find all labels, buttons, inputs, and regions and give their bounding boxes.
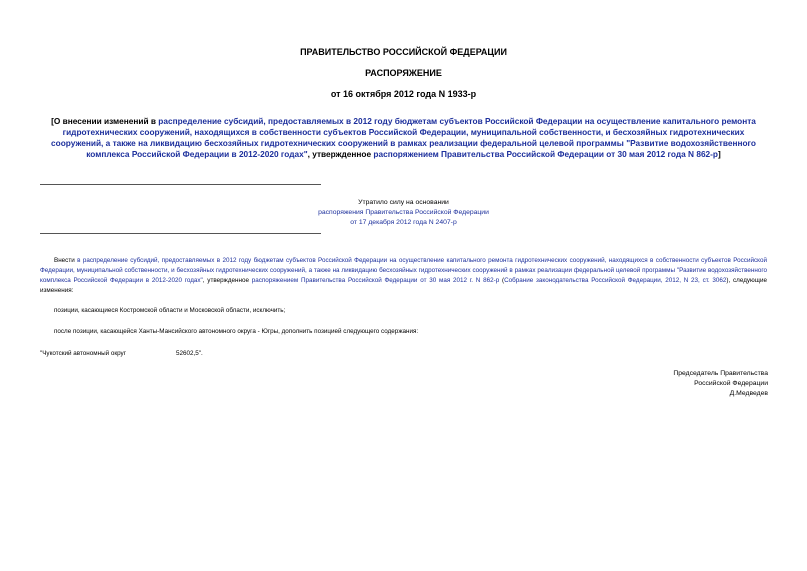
lost-force-line1: Утратило силу на основании [358,199,449,206]
body-ending: ), следующие изменения: [40,277,767,294]
body-link-distribution[interactable]: в распределение субсидий, предоставляемых в 2012 году бюджетам субъектов Российской Федерации на осуществление капитального ремонта гидротехнических сооружений, находящихся в собственности субъектов Российской Федерации, муниципальной собственности, и бесхозяйных гидротехнических сооружений, а также на ликвидацию бесхозяйных гидротехнических сооружений в рамках реализации федеральной целевой программы "Развитие водохозяйственного комплекса Российской Федерации в 2012-2020 годах" [40,257,767,284]
heading-middle: , утвержденное [307,149,374,159]
quote-region-name: "Чукотский автономный округ [40,350,127,357]
government-title: ПРАВИТЕЛЬСТВО РОССИЙСКОЙ ФЕДЕРАЦИИ [300,47,507,57]
signature-org: Российской Федерации [694,380,768,387]
heading-link-distribution[interactable]: распределение субсидий, предоставляемых в 2012 году бюджетам субъектов Российской Федерации на осуществление капитального ремонта гидротехнических сооружений, находящихся в собственности субъектов Российской Федерации, муниципальной собственности, и бесхозяйных гидротехнических сооружений, а также на ликвидацию бесхозяйных гидротехнических сооружений в рамках реализации федеральной целевой программы "Развитие водохозяйственного комплекса Российской Федерации в 2012-2020 годах" [51,116,756,159]
change-item-exclude: позиции, касающиеся Костромской области и Московской области, исключить; [54,307,286,314]
lost-force-link-line2[interactable]: от 17 декабря 2012 года N 2407-р [350,219,457,226]
lost-force-link-line1[interactable]: распоряжения Правительства Российской Федерации [318,209,489,216]
heading-link-order-862[interactable]: распоряжением Правительства Российской Федерации от 30 мая 2012 года N 862-р [373,149,719,159]
quote-region-value: 52602,5". [176,350,203,357]
body-paragraph: Внести в распределение субсидий, предоставляемых в 2012 году бюджетам субъектов Российской Федерации на осуществление капитального ремонта гидротехнических сооружений, находящихся в собственности субъектов Российской Федерации, муниципальной собственности, и бесхозяйных гидротехнических сооружений, а также на ликвидацию бесхозяйных гидротехнических сооружений в рамках реализации федеральной целевой программы "Развитие водохозяйственного комплекса Российской Федерации в 2012-2020 годах", утвержденное распоряжением Правительства Российской Федерации от 30 мая 2012 г. N 862-р (Собрание законодательства Российской Федерации, 2012, N 23, ст. 3062), следующие изменения: [40,257,767,294]
divider-top [40,184,321,185]
heading-suffix: ] [718,149,721,159]
document-heading [40,116,767,160]
signature-block [560,369,768,399]
lost-force-note [300,198,507,228]
document-date-number: от 16 октября 2012 года N 1933-р [330,89,477,99]
body-intro: Внести [54,257,78,264]
document-type: РАСПОРЯЖЕНИЕ [365,68,442,78]
signature-position: Председатель Правительства [673,370,768,377]
body-middle: , утвержденное [202,277,252,284]
signature-name: Д.Медведев [729,390,768,397]
body-link-collection[interactable]: Собрание законодательства Российской Федерации, 2012, N 23, ст. 3062 [504,277,727,284]
body-link-order-862[interactable]: распоряжением Правительства Российской Федерации от 30 мая 2012 г. N 862-р [251,277,500,284]
heading-prefix: [О внесении изменений в [51,116,159,126]
change-item-add: после позиции, касающейся Ханты-Мансийского автономного округа - Югры, дополнить позицией следующего содержания: [54,328,419,335]
divider-bottom [40,233,321,234]
